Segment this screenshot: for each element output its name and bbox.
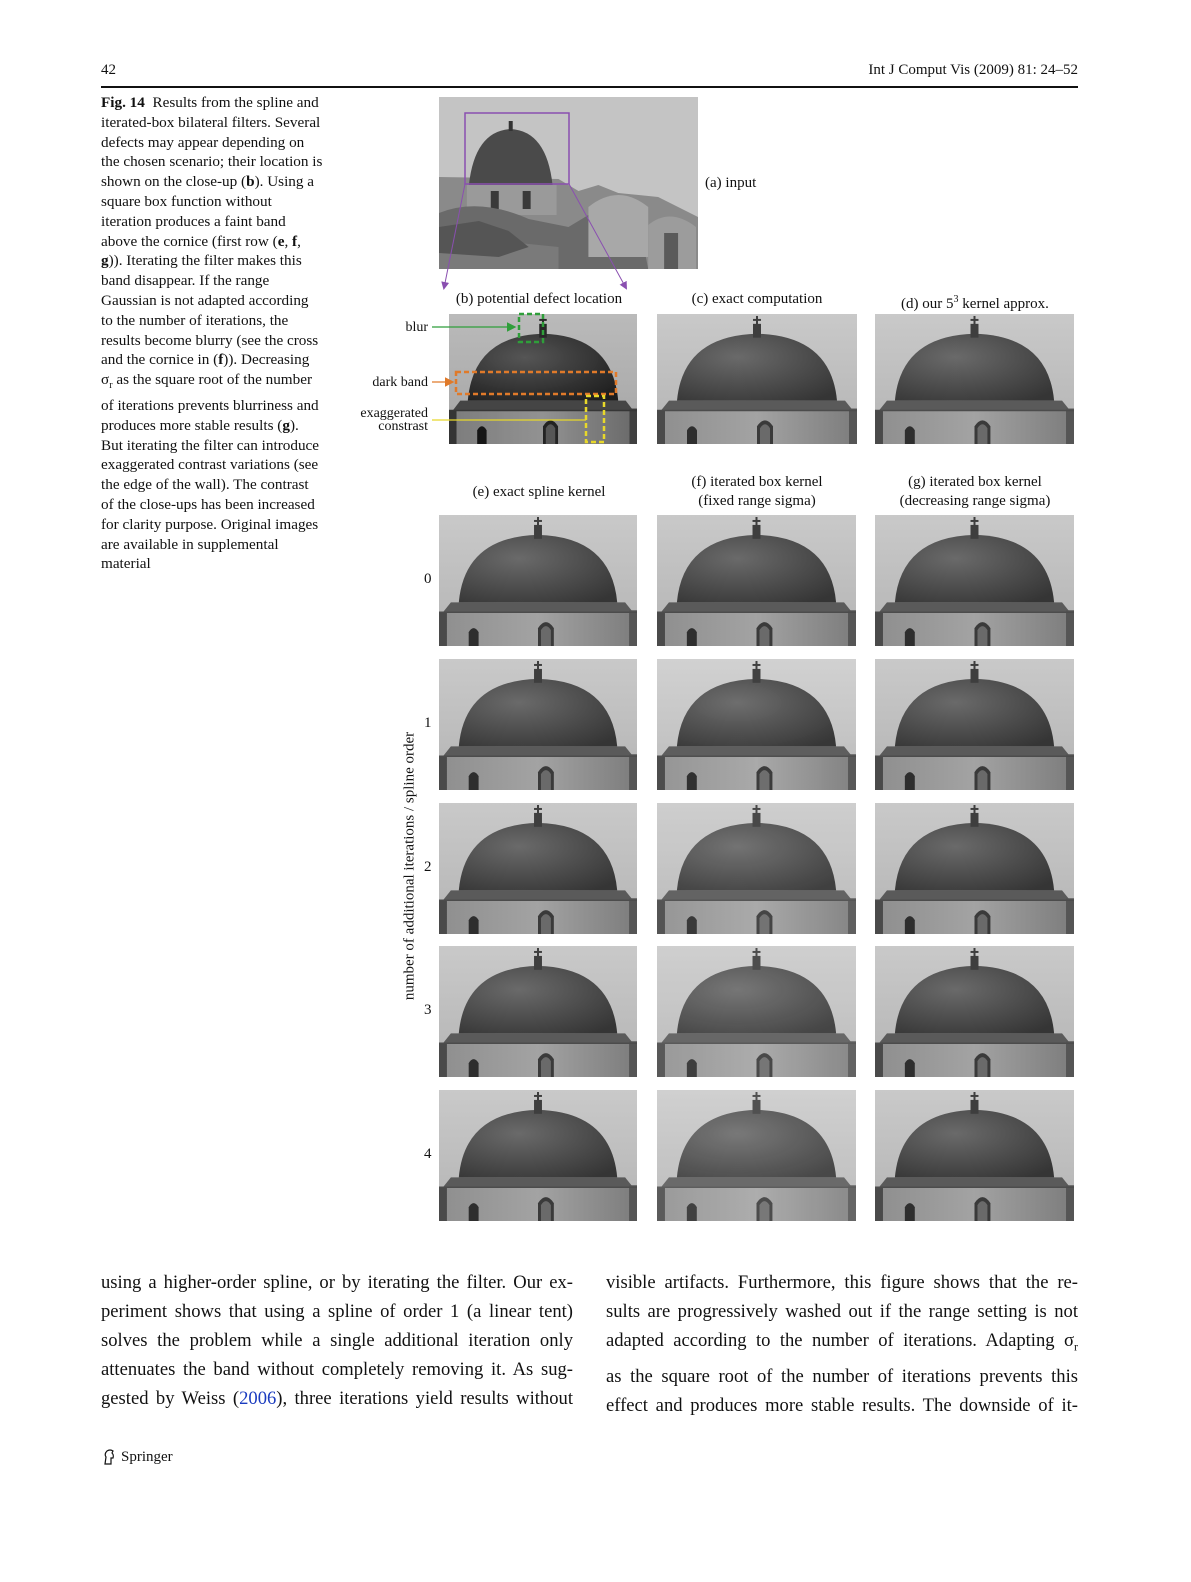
row-number: 3: [424, 1002, 432, 1018]
label-exact-computation: (c) exact computation: [691, 291, 823, 307]
result-f-row-4: [657, 1090, 856, 1221]
label-iterated-fixed: [657, 473, 857, 511]
result-g-row-4: [875, 1090, 1074, 1221]
result-e-row-1: [439, 659, 637, 790]
caption-text: ,: [284, 232, 293, 250]
result-e-row-4: [439, 1090, 637, 1221]
body-subscript: r: [1074, 1339, 1078, 1354]
annotation-line: exaggerated: [360, 406, 428, 421]
figure-label: Fig. 14: [101, 94, 145, 111]
row-number: 2: [424, 859, 432, 875]
label-line: (f) iterated box kernel: [691, 474, 823, 490]
y-axis-label: number of additional iterations / spline order: [401, 731, 418, 1001]
publisher-name: Springer: [121, 1448, 173, 1465]
caption-text: ). Using a square box function without iteration produces a faint band above the cornice (first row (: [101, 173, 315, 250]
caption-ref: f: [218, 351, 224, 369]
footer-publisher: [101, 1448, 173, 1466]
body-line: visible artifacts. Furthermore, this figure shows that the re-: [606, 1272, 1078, 1293]
page-number: 42: [101, 62, 116, 78]
closeup-kernel-approx: [875, 314, 1074, 444]
closeup-defect-location: [449, 314, 637, 444]
annotation-exaggerated-contrast: [340, 407, 428, 433]
body-column-right: [606, 1268, 1078, 1420]
result-f-row-3: [657, 946, 856, 1077]
label-iterated-decreasing: [870, 473, 1080, 511]
caption-ref: e: [277, 232, 285, 250]
label-text: kernel approx.: [958, 296, 1049, 312]
caption-text: Results from the spline and iterated-box bilateral filters. Several defects may appear depending on the chosen scenario; their location is shown on the close-up (: [101, 94, 323, 191]
body-line: using a higher-order spline, or by iterating the filter. Our ex-: [101, 1272, 573, 1293]
row-number: 1: [424, 715, 432, 731]
citation-link[interactable]: 2006: [239, 1388, 277, 1409]
caption-ref: f: [292, 232, 298, 250]
result-f-row-2: [657, 803, 856, 934]
body-line: effect and produces more stable results. The downside of it-: [606, 1394, 1078, 1416]
caption-text: )). Iterating the filter makes this band disappear. If the range Gaussian is not adapted according to the number of iterations, the results become blurry (see the cross and the cornice in (: [101, 252, 319, 369]
journal-citation: Int J Comput Vis (2009) 81: 24–52: [868, 62, 1078, 78]
body-text: ), three iterations yield results without: [276, 1388, 573, 1409]
annotation-line: constrast: [378, 419, 428, 434]
body-text: gested by Weiss (: [101, 1388, 240, 1409]
body-line: [101, 1384, 573, 1413]
caption-ref: g: [282, 416, 290, 434]
label-input: (a) input: [705, 175, 757, 191]
row-number: 0: [424, 571, 432, 587]
label-line: (fixed range sigma): [698, 493, 816, 509]
body-line: attenuates the band without completely removing it. As sug-: [101, 1359, 573, 1380]
label-line: (g) iterated box kernel: [908, 474, 1042, 490]
label-line: (decreasing range sigma): [899, 493, 1051, 509]
body-line: [606, 1326, 1078, 1362]
annotation-blur: blur: [405, 320, 428, 335]
result-e-row-0: [439, 515, 637, 646]
body-line: solves the problem while a single additional iteration only: [101, 1330, 573, 1351]
closeup-exact-computation: [657, 314, 857, 444]
caption-ref: g: [101, 252, 109, 270]
caption-text: ). But iterating the filter can introduce exaggerated contrast variations (see the edge of the wall). The contrast of the close-ups has been increased for clarity purpose. Original images are available in supplemental material: [101, 416, 320, 573]
caption-ref: b: [246, 173, 255, 191]
caption-text: as the square root of the number of iterations prevents blurriness and produces more stable results (: [101, 371, 319, 434]
caption-text: )). Decreasing σ: [101, 351, 310, 389]
label-kernel-approx: [870, 290, 1080, 314]
result-g-row-1: [875, 659, 1074, 790]
result-g-row-3: [875, 946, 1074, 1077]
springer-horse-icon: [101, 1448, 117, 1466]
label-superscript: 3: [953, 294, 959, 305]
body-column-left: [101, 1268, 573, 1413]
result-g-row-2: [875, 803, 1074, 934]
result-f-row-1: [657, 659, 856, 790]
result-g-row-0: [875, 515, 1074, 646]
annotation-dark-band: dark band: [372, 375, 428, 390]
body-line: as the square root of the number of iterations prevents this: [606, 1365, 1078, 1387]
result-f-row-0: [657, 515, 856, 646]
row-number: 4: [424, 1146, 432, 1162]
body-line: sults are progressively washed out if the range setting is not: [606, 1301, 1078, 1322]
caption-text: ,: [297, 232, 301, 250]
body-text: adapted according to the number of iterations. Adapting σ: [606, 1330, 1074, 1351]
result-e-row-3: [439, 946, 637, 1077]
figure-caption: [101, 93, 323, 574]
label-defect-location: (b) potential defect location: [455, 291, 623, 307]
result-e-row-2: [439, 803, 637, 934]
input-image: [439, 97, 698, 269]
header-rule: [101, 86, 1078, 88]
label-exact-spline: (e) exact spline kernel: [472, 484, 606, 500]
body-line: periment shows that using a spline of order 1 (a linear tent): [101, 1301, 573, 1322]
label-text: (d) our 5: [901, 296, 954, 312]
caption-subscript: r: [109, 380, 113, 392]
